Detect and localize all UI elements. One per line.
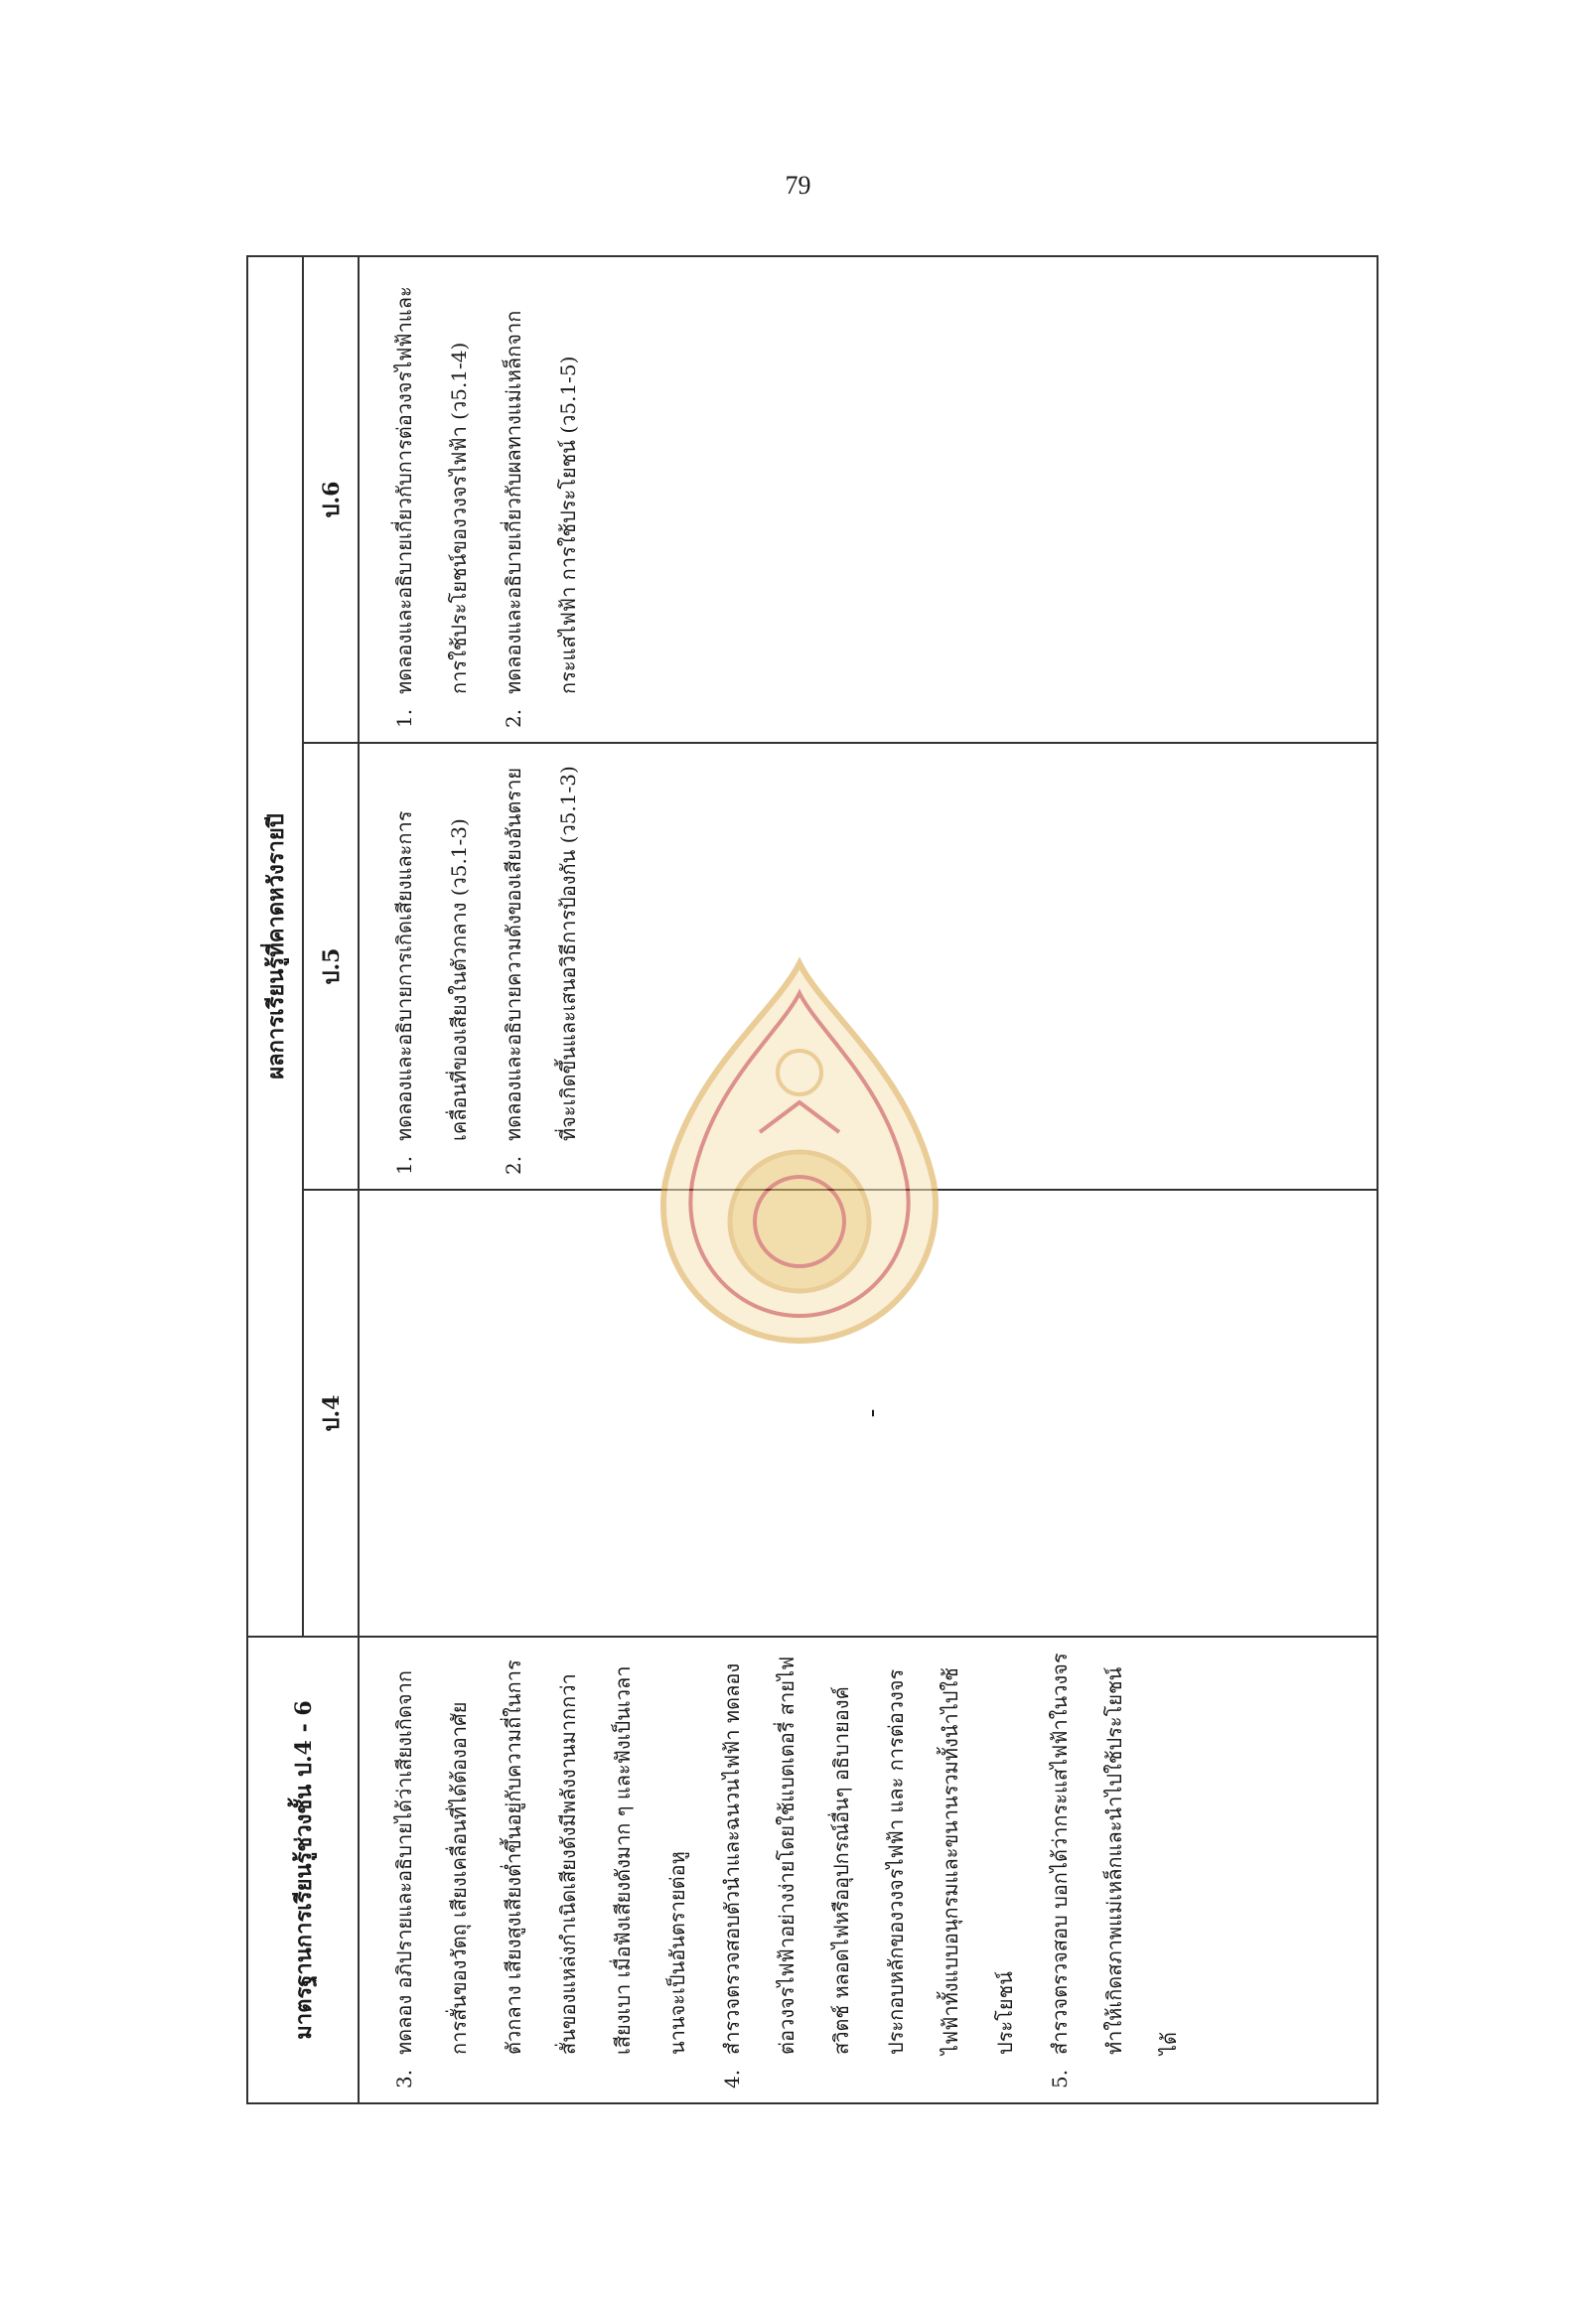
page-number: 79: [785, 171, 811, 200]
p4-cell: -: [359, 1190, 1378, 1637]
p6-item: 1. ทดลองและอธิบายเกี่ยวกับการต่อวงจรไฟฟ้าและการใช้ประโยชน์ของวงจรไฟฟ้า (ว5.1-4): [392, 286, 471, 728]
p5-cell: [359, 743, 1378, 1190]
standard-header: มาตรฐานการเรียนรู้ช่วงชั้น ป.4 - 6: [247, 1637, 359, 2103]
expected-header: ผลการเรียนรู้ที่คาดหวังรายปี: [247, 256, 303, 1637]
standard-cell: [359, 1637, 1378, 2103]
curriculum-table-rotated: [246, 257, 1378, 2104]
p6-cell: [359, 256, 1378, 743]
p5-item: 1. ทดลองและอธิบายการเกิดเสียงและการเคลื่อนที่ของเสียงในตัวกลาง (ว5.1-3): [392, 810, 471, 1175]
standard-item: 4. สำรวจตรวจสอบตัวนำและฉนวนไฟฟ้า ทดลองต่อวงจรไฟฟ้าอย่างง่ายโดยใช้แบตเตอรี่ สายไฟ สวิตช์ หลอดไฟหรืออุปกรณ์อื่นๆ อธิบายองค์ประกอบหลักของวงจรไฟฟ้า และ การต่อวงจรไฟฟ้าทั้งแบบอนุกรมและขนานรวมทั้งนำไปใช้ประโยชน์: [720, 1655, 1017, 2088]
p6-item: 2. ทดลองและอธิบายเกี่ยวกับผลทางแม่เหล็กจากกระแสไฟฟ้า การใช้ประโยชน์ (ว5.1-5): [502, 310, 580, 728]
curriculum-table: [246, 255, 1378, 2104]
p5-item: 2. ทดลองและอธิบายความดังของเสียงอันตรายที่จะเกิดขึ้นและเสนอวิธีการป้องกัน (ว5.1-3): [502, 766, 580, 1175]
standard-item: 5. สำรวจตรวจสอบ บอกได้ว่ากระแสไฟฟ้าในวงจรทำให้เกิดสภาพแม่เหล็กและนำไปใช้ประโยชน์ได้: [1048, 1653, 1181, 2088]
standard-item: 3. ทดลอง อภิปรายและอธิบายได้ว่าเสียงเกิดจากการสั่นของวัตถุ เสียงเคลื่อนที่ได้ต้องอาศัยตัวกลาง เสียงสูงเสียงต่ำขึ้นอยู่กับความถี่ในการสั่นของแหล่งกำเนิดเสียงดังมีพลังงานมากกว่าเสียงเบา เมื่อฟังเสียงดังมาก ๆ และฟังเป็นเวลานานจะเป็นอันตรายต่อหู: [392, 1659, 689, 2088]
grade-header-p6: ป.6: [303, 256, 359, 743]
grade-header-p5: ป.5: [303, 743, 359, 1190]
grade-header-p4: ป.4: [303, 1190, 359, 1637]
